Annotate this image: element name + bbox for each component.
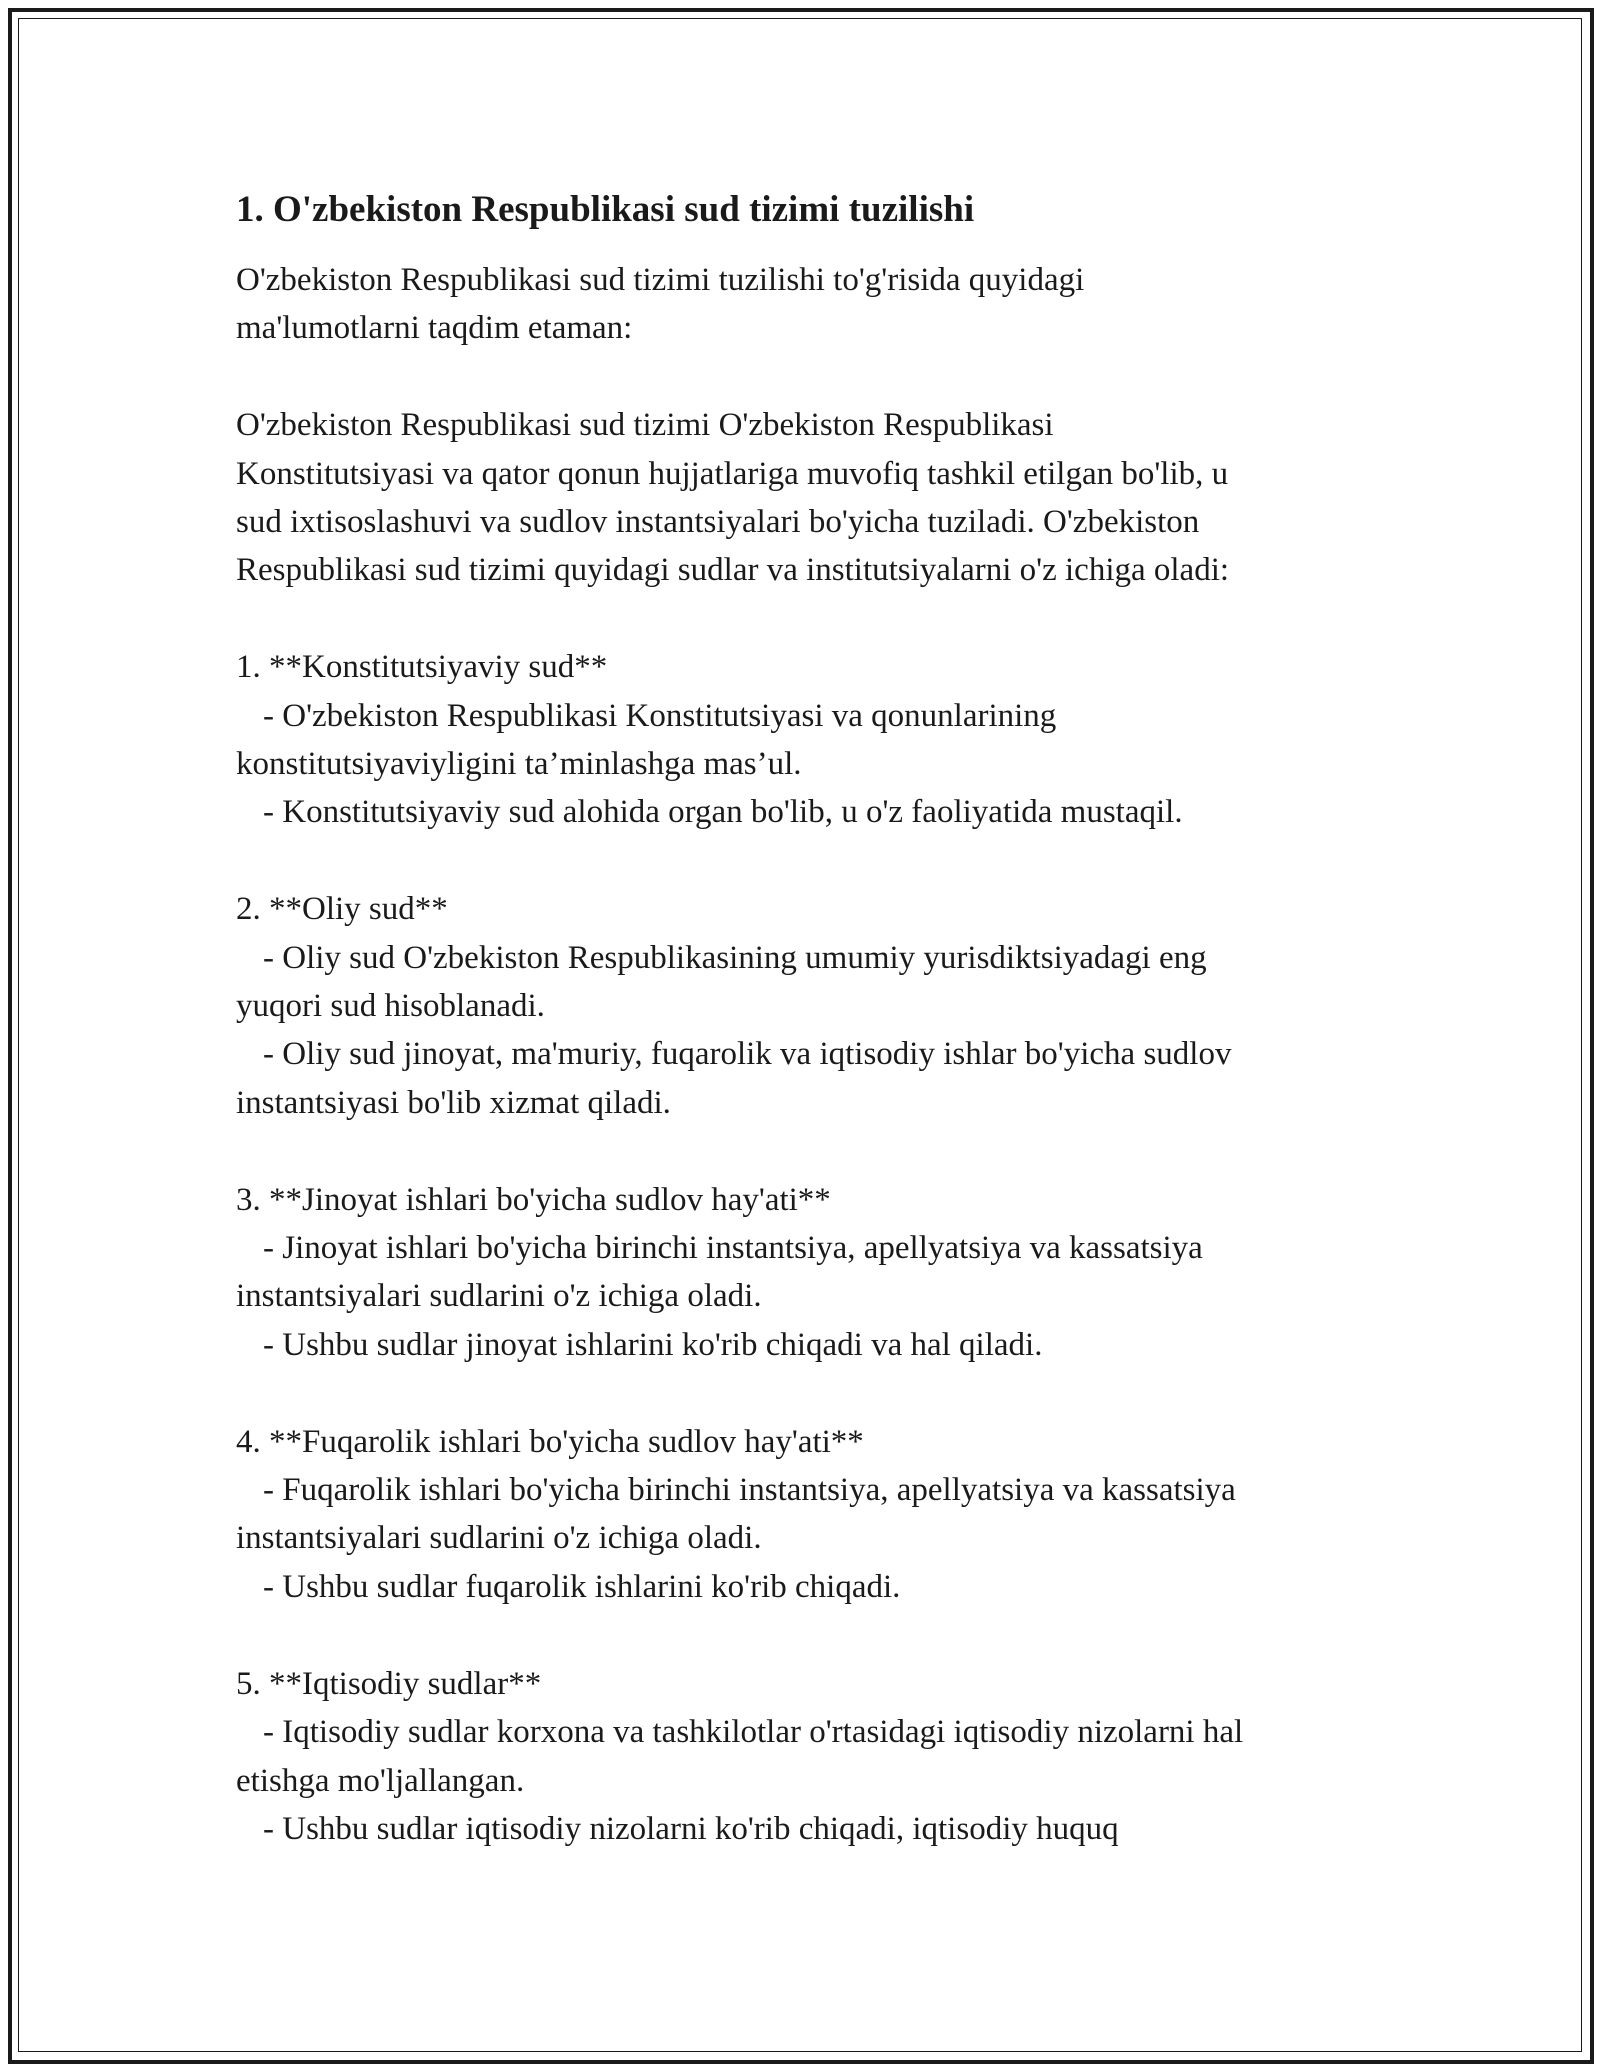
item-line: etishga mo'ljallangan. [236, 1762, 525, 1799]
item-line: - Iqtisodiy sudlar korxona va tashkilotlar o'rtasidagi iqtisodiy nizolarni hal [263, 1714, 1244, 1751]
spacer [236, 353, 1366, 401]
item-line: - O'zbekiston Respublikasi Konstitutsiyasi va qonunlarining [263, 697, 1057, 734]
intro-line-1: O'zbekiston Respublikasi sud tizimi tuzilishi to'g'risida quyidagi [236, 262, 1085, 298]
court-item-supreme [236, 885, 1366, 1127]
overview-line-4: Respublikasi sud tizimi quyidagi sudlar va institutsiyalarni o'z ichiga oladi: [236, 552, 1230, 589]
intro-line-2: ma'lumotlarni taqdim etaman: [236, 310, 633, 347]
item-line: instantsiyasi bo'lib xizmat qiladi. [236, 1084, 671, 1121]
overview-line-3: sud ixtisoslashuvi va sudlov instantsiyalari bo'yicha tuziladi. O'zbekiston [236, 504, 1200, 541]
spacer [236, 595, 1366, 643]
court-item-civil [236, 1418, 1366, 1612]
overview-line-1: O'zbekiston Respublikasi sud tizimi O'zbekiston Respublikasi [236, 407, 1054, 444]
item-line: instantsiyalari sudlarini o'z ichiga oladi. [236, 1520, 762, 1557]
item-line: - Konstitutsiyaviy sud alohida organ bo'lib, u o'z faoliyatida mustaqil. [263, 794, 1183, 831]
item-line: - Oliy sud jinoyat, ma'muriy, fuqarolik va iqtisodiy ishlar bo'yicha sudlov [263, 1036, 1232, 1073]
item-line: - Ushbu sudlar iqtisodiy nizolarni ko'rib chiqadi, iqtisodiy huquq [263, 1810, 1119, 1847]
document-heading: 1. O'zbekiston Respublikasi sud tizimi tuzilishi [236, 189, 975, 230]
item-line: konstitutsiyaviyligini ta’minlashga mas’ul. [236, 746, 802, 783]
item-line: - Fuqarolik ishlari bo'yicha birinchi instantsiya, apellyatsiya va kassatsiya [263, 1472, 1236, 1509]
court-item-economic [236, 1660, 1366, 1854]
overview-line-2: Konstitutsiyasi va qator qonun hujjatlariga muvofiq tashkil etilgan bo'lib, u [236, 455, 1229, 492]
court-item-criminal [236, 1176, 1366, 1370]
item-title: 1. **Konstitutsiyaviy sud** [236, 649, 608, 686]
court-item-constitutional [236, 643, 1366, 837]
spacer [236, 1369, 1366, 1417]
item-line: - Ushbu sudlar fuqarolik ishlarini ko'rib chiqadi. [263, 1568, 901, 1605]
spacer [236, 1127, 1366, 1175]
item-line: yuqori sud hisoblanadi. [236, 988, 545, 1025]
document-body [236, 186, 1366, 1853]
item-line: - Jinoyat ishlari bo'yicha birinchi instantsiya, apellyatsiya va kassatsiya [263, 1230, 1203, 1267]
item-line: instantsiyalari sudlarini o'z ichiga oladi. [236, 1278, 762, 1315]
item-title: 3. **Jinoyat ishlari bo'yicha sudlov hay'ati** [236, 1181, 831, 1218]
item-title: 2. **Oliy sud** [236, 891, 448, 928]
spacer [236, 1611, 1366, 1659]
item-title: 5. **Iqtisodiy sudlar** [236, 1665, 542, 1702]
item-line: - Oliy sud O'zbekiston Respublikasining umumiy yurisdiktsiyadagi eng [263, 939, 1207, 976]
spacer [236, 837, 1366, 885]
item-line: - Ushbu sudlar jinoyat ishlarini ko'rib chiqadi va hal qiladi. [263, 1326, 1043, 1363]
item-title: 4. **Fuqarolik ishlari bo'yicha sudlov hay'ati** [236, 1423, 864, 1460]
